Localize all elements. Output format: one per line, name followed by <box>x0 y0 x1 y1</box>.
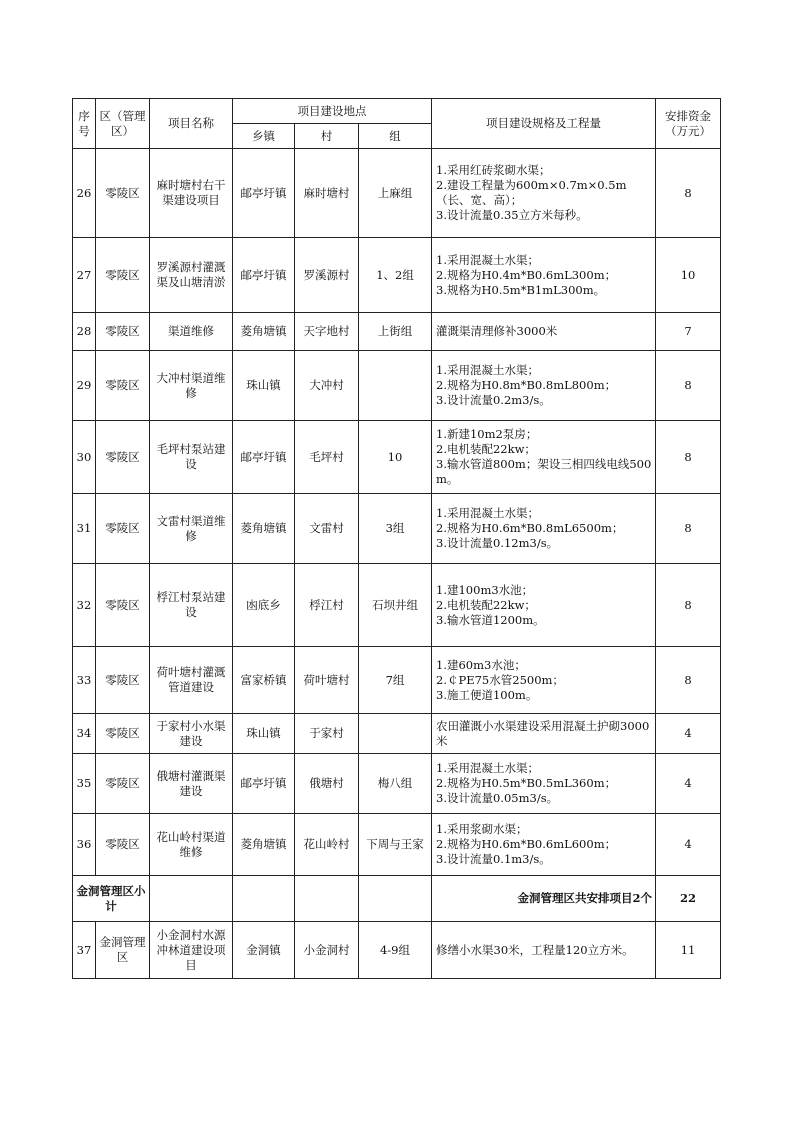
spec-line: 农田灌溉小水渠建设采用混凝土护砌3000米 <box>436 718 650 748</box>
group-cell: 石坝井组 <box>359 564 432 647</box>
seq-cell: 29 <box>73 351 96 421</box>
funds-cell: 11 <box>656 922 721 979</box>
seq-cell: 30 <box>73 421 96 494</box>
header-spec: 项目建设规格及工程量 <box>432 99 656 149</box>
table-row <box>73 313 721 351</box>
spec-line: 1.采用混凝土水渠； <box>436 363 539 377</box>
table-row <box>73 922 721 979</box>
project-name-cell: 荷叶塘村灌溉管道建设 <box>150 647 233 714</box>
spec-line: 2.规格为H0.8m*B0.8mL800m； <box>436 378 617 392</box>
district-cell: 零陵区 <box>96 313 150 351</box>
township-cell: 富家桥镇 <box>233 647 295 714</box>
district-cell: 零陵区 <box>96 647 150 714</box>
table-row <box>73 149 721 238</box>
group-cell: 上街组 <box>359 313 432 351</box>
table-row <box>73 494 721 564</box>
spec-line: 1.采用混凝土水渠； <box>436 506 539 520</box>
header-project-name: 项目名称 <box>150 99 233 149</box>
seq-cell: 32 <box>73 564 96 647</box>
spec-line: 2.规格为H0.5m*B0.5mL360m； <box>436 776 617 790</box>
district-cell: 零陵区 <box>96 714 150 754</box>
spec-cell <box>432 238 656 313</box>
header-location: 项目建设地点 <box>233 99 432 124</box>
spec-line: 1.采用混凝土水渠； <box>436 252 539 267</box>
project-name-cell: 渠道维修 <box>150 313 233 351</box>
spec-line: 3.设计流量0.12m3/s。 <box>436 536 559 550</box>
spec-line: 灌溉渠清理修补3000米 <box>436 324 558 338</box>
project-name-cell: 小金洞村水源冲林道建设项目 <box>150 922 233 979</box>
township-cell: 邮亭圩镇 <box>233 754 295 814</box>
table-row <box>73 238 721 313</box>
empty-cell <box>233 876 295 922</box>
spec-line: 3.设计流量0.1m3/s。 <box>436 852 551 866</box>
spec-cell <box>432 922 656 979</box>
township-cell: 凼底乡 <box>233 564 295 647</box>
spec-cell <box>432 351 656 421</box>
group-cell: 7组 <box>359 647 432 714</box>
group-cell: 4-9组 <box>359 922 432 979</box>
district-cell: 零陵区 <box>96 494 150 564</box>
seq-cell: 37 <box>73 922 96 979</box>
spec-cell <box>432 814 656 876</box>
table-row <box>73 754 721 814</box>
spec-line: 1.建100m3水池； <box>436 582 534 597</box>
spec-cell <box>432 564 656 647</box>
seq-cell: 35 <box>73 754 96 814</box>
funds-cell: 8 <box>656 564 721 647</box>
group-cell: 10 <box>359 421 432 494</box>
township-cell: 邮亭圩镇 <box>233 149 295 238</box>
district-cell: 零陵区 <box>96 421 150 494</box>
funds-cell: 8 <box>656 647 721 714</box>
group-cell: 1、2组 <box>359 238 432 313</box>
district-cell: 零陵区 <box>96 238 150 313</box>
empty-cell <box>359 876 432 922</box>
spec-line: 3.输水管道800m；架设三相四线电线500m。 <box>436 457 652 486</box>
project-table <box>72 98 721 979</box>
district-cell: 零陵区 <box>96 754 150 814</box>
table-row <box>73 351 721 421</box>
table-row <box>73 714 721 754</box>
group-cell: 下周与王家 <box>359 814 432 876</box>
spec-line: 1.采用混凝土水渠； <box>436 761 539 775</box>
village-cell: 于家村 <box>295 714 359 754</box>
spec-line: 3.设计流量0.05m3/s。 <box>436 791 559 805</box>
village-cell: 荷叶塘村 <box>295 647 359 714</box>
spec-line: 2.电机装配22kw； <box>436 597 536 612</box>
funds-cell: 4 <box>656 754 721 814</box>
header-district: 区（管理区） <box>96 99 150 149</box>
project-name-cell: 于家村小水渠建设 <box>150 714 233 754</box>
table-row <box>73 564 721 647</box>
funds-cell: 8 <box>656 494 721 564</box>
header-group: 组 <box>359 124 432 149</box>
seq-cell: 26 <box>73 149 96 238</box>
spec-cell <box>432 494 656 564</box>
table-row <box>73 421 721 494</box>
group-cell: 3组 <box>359 494 432 564</box>
district-cell: 零陵区 <box>96 351 150 421</box>
village-cell: 麻时塘村 <box>295 149 359 238</box>
village-cell: 俄塘村 <box>295 754 359 814</box>
township-cell: 菱角塘镇 <box>233 494 295 564</box>
empty-cell <box>295 876 359 922</box>
village-cell: 大冲村 <box>295 351 359 421</box>
funds-cell: 8 <box>656 149 721 238</box>
seq-cell: 33 <box>73 647 96 714</box>
spec-cell <box>432 421 656 494</box>
funds-cell: 7 <box>656 313 721 351</box>
spec-cell <box>432 149 656 238</box>
spec-line: 3.设计流量0.35立方米每秒。 <box>436 208 588 222</box>
township-cell: 菱角塘镇 <box>233 313 295 351</box>
funds-cell: 4 <box>656 814 721 876</box>
table-row <box>73 814 721 876</box>
spec-cell <box>432 647 656 714</box>
spec-line: 2.规格为H0.6m*B0.8mL6500m； <box>436 521 624 535</box>
project-name-cell: 文雷村渠道维修 <box>150 494 233 564</box>
township-cell: 金洞镇 <box>233 922 295 979</box>
township-cell: 邮亭圩镇 <box>233 238 295 313</box>
village-cell: 罗溪源村 <box>295 238 359 313</box>
group-cell: 梅八组 <box>359 754 432 814</box>
village-cell: 天字地村 <box>295 313 359 351</box>
funds-cell: 8 <box>656 421 721 494</box>
project-name-cell: 花山岭村渠道维修 <box>150 814 233 876</box>
subtotal-label: 金洞管理区小计 <box>73 876 150 922</box>
table-row <box>73 647 721 714</box>
seq-cell: 27 <box>73 238 96 313</box>
seq-cell: 28 <box>73 313 96 351</box>
district-cell: 零陵区 <box>96 564 150 647</box>
village-cell: 文雷村 <box>295 494 359 564</box>
funds-cell: 10 <box>656 238 721 313</box>
district-cell: 零陵区 <box>96 149 150 238</box>
funds-cell: 8 <box>656 351 721 421</box>
group-cell: 上麻组 <box>359 149 432 238</box>
project-name-cell: 毛坪村泵站建设 <box>150 421 233 494</box>
spec-line: 2.规格为H0.4m*B0.6mL300m； <box>436 267 617 282</box>
spec-line: 3.设计流量0.2m3/s。 <box>436 393 551 407</box>
spec-line: 1.采用红砖浆砌水渠； <box>436 163 551 177</box>
subtotal-funds: 22 <box>656 876 721 922</box>
spec-line: 1.采用浆砌水渠； <box>436 822 528 836</box>
spec-cell <box>432 754 656 814</box>
village-cell: 花山岭村 <box>295 814 359 876</box>
subtotal-summary: 金洞管理区共安排项目2个 <box>432 876 656 922</box>
header-township: 乡镇 <box>233 124 295 149</box>
spec-line: 3.输水管道1200m。 <box>436 612 545 627</box>
village-cell: 小金洞村 <box>295 922 359 979</box>
project-name-cell: 大冲村渠道维修 <box>150 351 233 421</box>
district-cell: 金洞管理区 <box>96 922 150 979</box>
project-name-cell: 麻时塘村右干渠建设项目 <box>150 149 233 238</box>
spec-line: 3.规格为H0.5m*B1mL300m。 <box>436 282 606 297</box>
district-cell: 零陵区 <box>96 814 150 876</box>
project-name-cell: 桴江村泵站建设 <box>150 564 233 647</box>
seq-cell: 34 <box>73 714 96 754</box>
group-cell <box>359 351 432 421</box>
spec-line: 1.新建10m2泵房； <box>436 427 538 441</box>
header-seq: 序号 <box>73 99 96 149</box>
spec-line: 2.￠PE75水管2500m； <box>436 672 564 687</box>
header-village: 村 <box>295 124 359 149</box>
village-cell: 桴江村 <box>295 564 359 647</box>
empty-cell <box>150 876 233 922</box>
header-funds: 安排资金（万元） <box>656 99 721 149</box>
spec-line: 1.建60m3水池； <box>436 657 526 672</box>
spec-cell <box>432 313 656 351</box>
village-cell: 毛坪村 <box>295 421 359 494</box>
seq-cell: 36 <box>73 814 96 876</box>
project-name-cell: 俄塘村灌溉渠建设 <box>150 754 233 814</box>
spec-line: 2.建设工程量为600m×0.7m×0.5m（长、宽、高）； <box>436 178 627 207</box>
funds-cell: 4 <box>656 714 721 754</box>
spec-line: 修缮小水渠30米，工程量120立方米。 <box>436 942 634 957</box>
spec-line: 2.电机装配22kw； <box>436 442 536 456</box>
spec-cell <box>432 714 656 754</box>
project-name-cell: 罗溪源村灌溉渠及山塘清淤 <box>150 238 233 313</box>
spec-line: 3.施工便道100m。 <box>436 687 538 702</box>
township-cell: 珠山镇 <box>233 351 295 421</box>
seq-cell: 31 <box>73 494 96 564</box>
group-cell <box>359 714 432 754</box>
township-cell: 珠山镇 <box>233 714 295 754</box>
township-cell: 菱角塘镇 <box>233 814 295 876</box>
spec-line: 2.规格为H0.6m*B0.6mL600m； <box>436 837 617 851</box>
township-cell: 邮亭圩镇 <box>233 421 295 494</box>
subtotal-row <box>73 876 721 922</box>
